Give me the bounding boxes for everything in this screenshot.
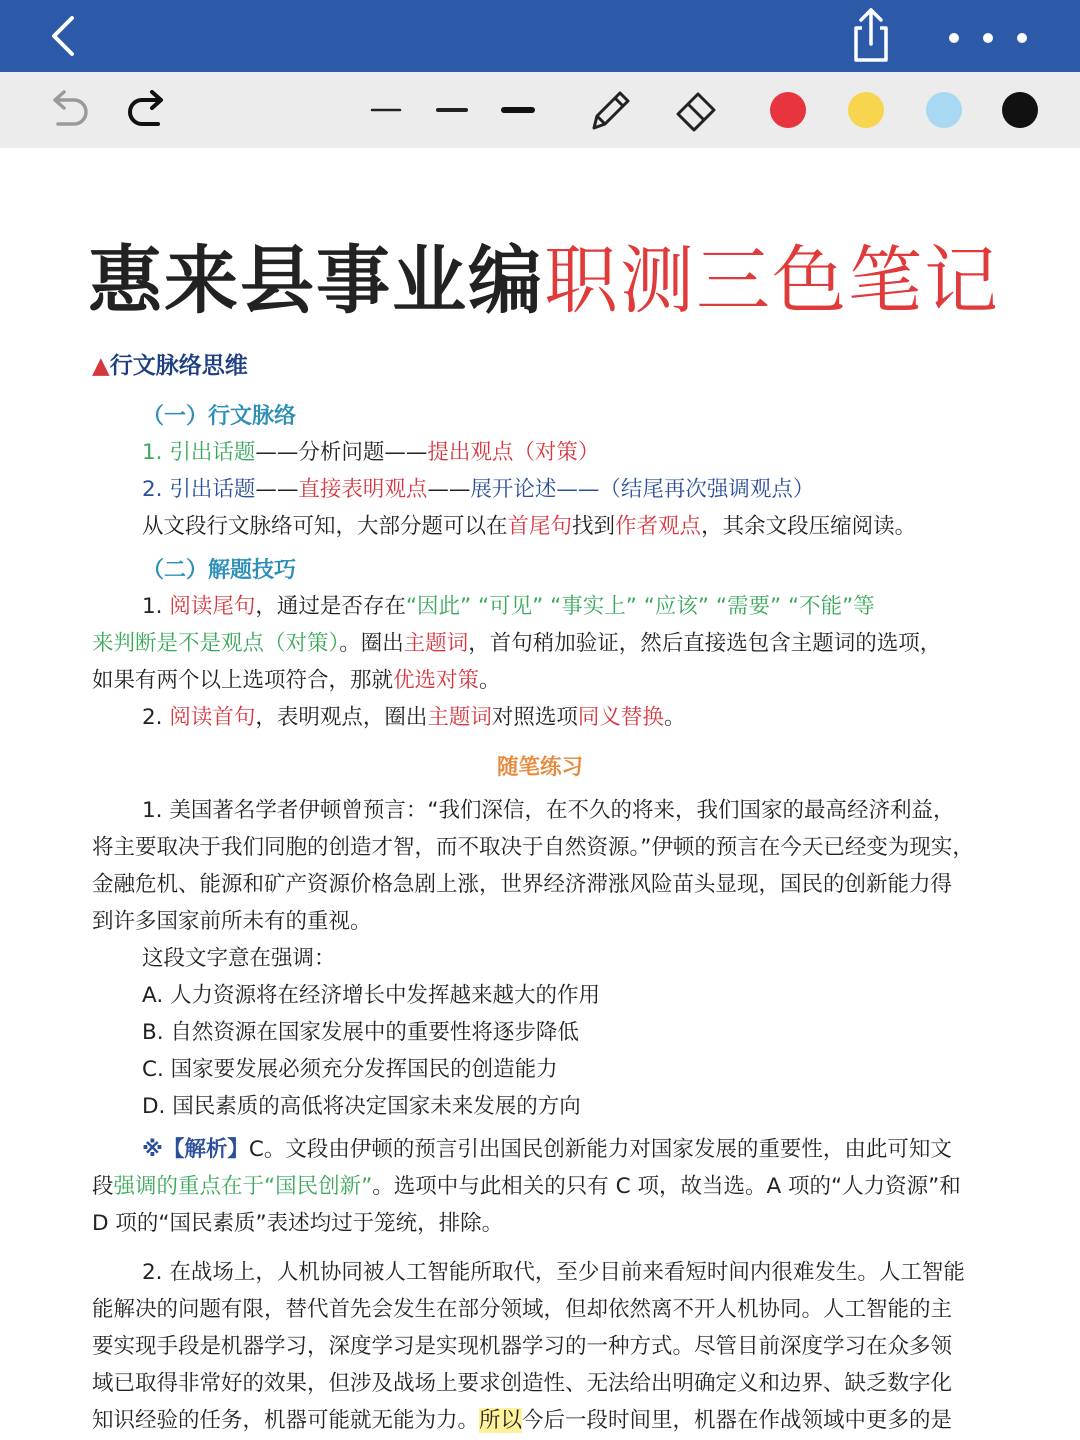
flow-summary [142, 508, 1072, 545]
flow-2-view: 直接表明观点 [298, 477, 428, 502]
redo-icon[interactable] [124, 84, 172, 136]
tip-line-2 [92, 625, 1022, 662]
flow-2-end: ——（结尾再次强调观点） [556, 477, 815, 502]
flow-line-1 [142, 434, 1072, 471]
tip-1-num: 1. [142, 594, 170, 619]
analysis-text-2: 段 [92, 1174, 114, 1199]
pencil-icon[interactable] [584, 84, 636, 136]
section-heading-text: 行文脉络思维 [109, 353, 248, 379]
page-title [88, 222, 1000, 328]
tip-line-1 [142, 588, 1072, 625]
q1-line-3: 金融危机、能源和矿产资源价格急剧上涨，世界经济滞涨风险苗头显现，国民的创新能力得 [92, 872, 953, 897]
q2-text-1: 知识经验的任务，机器可能就无能为力。 [92, 1408, 480, 1433]
analysis-text-3: 。选项中与此相关的只有 C 项，故当选。A 项的“人力资源”和 [372, 1174, 961, 1199]
share-icon[interactable] [848, 6, 894, 64]
undo-icon[interactable] [44, 84, 92, 136]
q1-option-a: A. 人力资源将在经济增长中发挥越来越大的作用 [142, 983, 601, 1008]
pen-color-light-blue[interactable] [922, 84, 966, 136]
pen-color-red[interactable] [766, 84, 810, 136]
tip-2-green: 来判断是不是观点（对策） [92, 631, 340, 656]
section-heading [92, 348, 1022, 385]
flow-1-topic: 1. 引出话题 [142, 440, 256, 465]
tip-4-red-1: 阅读首句 [169, 705, 256, 730]
q1-stem: 这段文字意在强调： [142, 946, 336, 971]
flow-2-dash-2: —— [427, 477, 471, 502]
analysis-green: 强调的重点在于“国民创新” [113, 1174, 373, 1199]
flow-2-argue: 展开论述 [470, 477, 557, 502]
document-page [0, 148, 1080, 1440]
summary-text-3: ，其余文段压缩阅读。 [701, 514, 917, 539]
tip-2-red: 主题词 [403, 631, 469, 656]
q2-line-5 [92, 1402, 1022, 1439]
chevron-left-icon[interactable] [40, 12, 88, 60]
tip-3-text-1: 如果有两个以上选项符合，那就 [92, 668, 394, 693]
tip-1-keywords: “因此” “可见” “事实上” “应该” “需要” “不能”等 [405, 594, 875, 619]
q1-line-1: 1. 美国著名学者伊顿曾预言：“我们深信，在不久的将来，我们国家的最高经济利益， [142, 798, 955, 823]
flow-2-topic: 2. 引出话题 [142, 477, 256, 502]
tip-4-red-2: 主题词 [427, 705, 492, 730]
pen-color-yellow[interactable] [844, 84, 888, 136]
summary-text-1: 从文段行文脉络可知，大部分题可以在 [142, 514, 508, 539]
pen-color-black[interactable] [998, 84, 1042, 136]
tip-2-text-1: 。圈出 [339, 631, 404, 656]
tip-4-num: 2. [142, 705, 170, 730]
q1-option-c: C. 国家要发展必须充分发挥国民的创造能力 [142, 1057, 558, 1082]
subheading-2: （二）解题技巧 [142, 558, 297, 583]
flow-1-analysis: ——分析问题—— [255, 440, 428, 465]
eraser-icon[interactable] [670, 84, 722, 136]
q1-analysis-1 [142, 1131, 1072, 1168]
tip-1-text: ，通过是否存在 [255, 594, 406, 619]
tip-4-red-3: 同义替换 [577, 705, 664, 730]
tip-4-text-3: 。 [663, 705, 686, 730]
q1-option-d: D. 国民素质的高低将决定国家未来发展的方向 [142, 1094, 581, 1119]
q2-line-4: 域已取得非常好的效果，但涉及战场上要求创造性、无法给出明确定义和边界、缺乏数字化 [92, 1371, 953, 1396]
title-red: 职测三色笔记 [544, 238, 1000, 324]
stroke-thick-icon[interactable] [500, 84, 536, 136]
q2-line-3: 要实现手段是机器学习，深度学习是实现机器学习的一种方式。尽管目前深度学习在众多领 [92, 1334, 953, 1359]
q1-line-4: 到许多国家前所未有的重视。 [92, 909, 372, 934]
annotation-toolbar [0, 72, 1080, 148]
summary-red-1: 首尾句 [507, 514, 573, 539]
q1-analysis-3: D 项的“国民素质”表述均过于笼统，排除。 [92, 1211, 504, 1236]
triangle-icon: ▲ [92, 353, 110, 379]
subheading-1: （一）行文脉络 [142, 404, 297, 429]
q2-text-2: 今后一段时间里，机器在作战领域中更多的是 [522, 1408, 953, 1433]
title-black: 惠来县事业编 [88, 238, 544, 324]
q2-line-2: 能解决的问题有限，替代首先会发生在部分领域，但却依然离不开人机协同。人工智能的主 [92, 1297, 953, 1322]
tip-2-text-2: ，首句稍加验证，然后直接选包含主题词的选项， [468, 631, 942, 656]
app-header [0, 0, 1080, 72]
tip-3-red: 优选对策 [393, 668, 480, 693]
tip-line-4 [142, 699, 1072, 736]
flow-1-view: 提出观点（对策） [427, 440, 600, 465]
q1-option-b: B. 自然资源在国家发展中的重要性将逐步降低 [142, 1020, 579, 1045]
analysis-label: ※【解析】 [142, 1137, 249, 1162]
tip-4-text-2: 对照选项 [491, 705, 578, 730]
analysis-text-1: C。文段由伊顿的预言引出国民创新能力对国家发展的重要性，由此可知文 [248, 1137, 952, 1162]
flow-2-dash-1: —— [255, 477, 299, 502]
flow-line-2 [142, 471, 1072, 508]
tip-1-red: 阅读尾句 [169, 594, 256, 619]
summary-text-2: 找到 [572, 514, 616, 539]
more-dots-icon[interactable] [940, 24, 1036, 52]
tip-4-text-1: ，表明观点，圈出 [255, 705, 428, 730]
tip-3-text-2: 。 [479, 668, 501, 693]
stroke-medium-icon[interactable] [434, 84, 470, 136]
practice-heading: 随笔练习 [496, 755, 583, 780]
stroke-thin-icon[interactable] [368, 84, 404, 136]
q1-line-2: 将主要取决于我们同胞的创造才智，而不取决于自然资源。”伊顿的预言在今天已经变为现实， [92, 835, 974, 860]
tip-line-3 [92, 662, 1022, 699]
summary-red-2: 作者观点 [615, 514, 702, 539]
q2-highlight: 所以 [479, 1408, 523, 1433]
q2-line-1: 2. 在战场上，人机协同被人工智能所取代，至少目前来看短时间内很难发生。人工智能 [142, 1260, 965, 1285]
q1-analysis-2 [92, 1168, 1022, 1205]
